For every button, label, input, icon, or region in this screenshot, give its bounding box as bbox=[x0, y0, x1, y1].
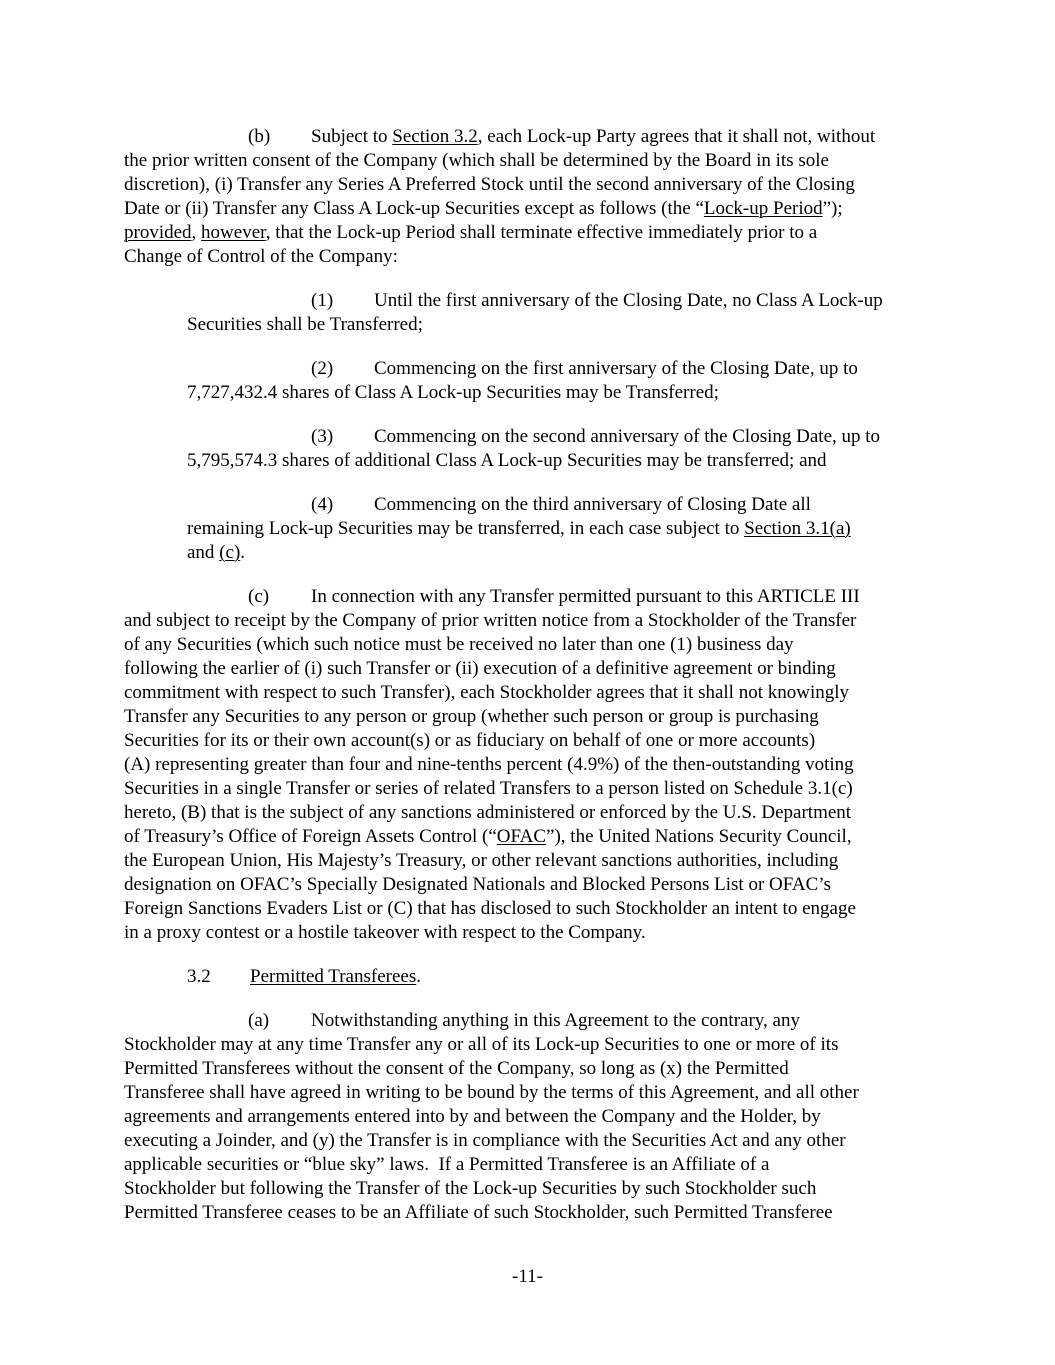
para-c-line-5: commitment with respect to such Transfer), each Stockholder agrees that it shall not knowingly bbox=[124, 682, 850, 703]
sub-4-line-2: remaining Lock-up Securities may be transferred, in each case subject to Section 3.1(a) bbox=[187, 518, 851, 539]
sub-2-marker: (2) bbox=[311, 358, 334, 379]
provided-term: provided bbox=[124, 222, 192, 243]
section-3-2-heading: 3.2 Permitted Transferees. bbox=[187, 966, 421, 987]
section-c-reference: (c) bbox=[219, 542, 241, 563]
section-number: 3.2 bbox=[187, 966, 211, 987]
section-3-2-reference: Section 3.2 bbox=[392, 126, 478, 147]
para-3-2-a-line-1: (a) Notwithstanding anything in this Agreement to the contrary, any bbox=[248, 1010, 800, 1031]
para-b-line-4: Date or (ii) Transfer any Class A Lock-up Securities except as follows (the “Lock-up Period”); bbox=[124, 198, 843, 219]
lock-up-period-term: Lock-up Period bbox=[703, 198, 823, 219]
section-title: Permitted Transferees bbox=[250, 966, 417, 987]
sub-2-line-1: (2) Commencing on the first anniversary of the Closing Date, up to bbox=[311, 358, 858, 379]
para-3-2-a-line-8: Stockholder but following the Transfer of the Lock-up Securities by such Stockholder such bbox=[124, 1178, 817, 1199]
para-c-line-13: designation on OFAC’s Specially Designated Nationals and Blocked Persons List or OFAC’s bbox=[124, 874, 831, 895]
sub-4-line-3: and (c). bbox=[187, 542, 246, 563]
para-c-line-4: following the earlier of (i) such Transfer or (ii) execution of a definitive agreement or binding bbox=[124, 658, 836, 679]
sub-1-marker: (1) bbox=[311, 290, 334, 311]
para-c-line-2: and subject to receipt by the Company of prior written notice from a Stockholder of the Transfer bbox=[124, 610, 857, 631]
sub-4-marker: (4) bbox=[311, 494, 334, 515]
para-3-2-a-line-9: Permitted Transferee ceases to be an Affiliate of such Stockholder, such Permitted Transferee bbox=[124, 1202, 833, 1223]
para-c-line-7: Securities for its or their own account(s) or as fiduciary on behalf of one or more accounts) bbox=[124, 730, 816, 751]
para-b-marker: (b) bbox=[248, 126, 271, 147]
para-c-line-12: the European Union, His Majesty’s Treasury, or other relevant sanctions authorities, including bbox=[124, 850, 839, 871]
para-3-2-a-line-2: Stockholder may at any time Transfer any or all of its Lock-up Securities to one or more of its bbox=[124, 1034, 839, 1055]
sub-3-line-2: 5,795,574.3 shares of additional Class A Lock-up Securities may be transferred; and bbox=[187, 450, 827, 471]
however-term: however bbox=[201, 222, 266, 243]
para-3-2-a-line-6: executing a Joinder, and (y) the Transfer is in compliance with the Securities Act and any other bbox=[124, 1130, 846, 1151]
sub-4-line-1: (4) Commencing on the third anniversary of Closing Date all bbox=[311, 494, 811, 515]
para-3-2-a-line-4: Transferee shall have agreed in writing to be bound by the terms of this Agreement, and all other bbox=[124, 1082, 859, 1103]
para-c-marker: (c) bbox=[248, 586, 270, 607]
para-c-line-11: of Treasury’s Office of Foreign Assets Control (“OFAC”), the United Nations Security Council, bbox=[124, 826, 852, 847]
para-c-line-8: (A) representing greater than four and nine-tenths percent (4.9%) of the then-outstanding voting bbox=[124, 754, 854, 775]
para-b-line-1: (b) Subject to Section 3.2, each Lock-up Party agrees that it shall not, without bbox=[248, 126, 876, 147]
section-3-1a-reference: Section 3.1(a) bbox=[744, 518, 851, 539]
para-b-line-6: Change of Control of the Company: bbox=[124, 246, 398, 267]
para-3-2-a-marker: (a) bbox=[248, 1010, 270, 1031]
para-c-line-6: Transfer any Securities to any person or group (whether such person or group is purchasing bbox=[124, 706, 819, 727]
para-3-2-a-line-7: applicable securities or “blue sky” laws. If a Permitted Transferee is an Affiliate of a bbox=[124, 1154, 770, 1175]
sub-1-line-2: Securities shall be Transferred; bbox=[187, 314, 423, 335]
para-b-line-3: discretion), (i) Transfer any Series A Preferred Stock until the second anniversary of the Closing bbox=[124, 174, 855, 195]
para-c-line-10: hereto, (B) that is the subject of any sanctions administered or enforced by the U.S. Department bbox=[124, 802, 852, 823]
para-b-line-2: the prior written consent of the Company (which shall be determined by the Board in its sole bbox=[124, 150, 829, 171]
para-3-2-a-line-3: Permitted Transferees without the consent of the Company, so long as (x) the Permitted bbox=[124, 1058, 789, 1079]
sub-3-line-1: (3) Commencing on the second anniversary of the Closing Date, up to bbox=[311, 426, 881, 447]
sub-3-marker: (3) bbox=[311, 426, 334, 447]
para-c-line-1: (c) In connection with any Transfer permitted pursuant to this ARTICLE III bbox=[248, 586, 860, 607]
para-c-line-9: Securities in a single Transfer or series of related Transfers to a person listed on Schedule 3.1(c) bbox=[124, 778, 853, 799]
sub-2-line-2: 7,727,432.4 shares of Class A Lock-up Securities may be Transferred; bbox=[187, 382, 719, 403]
para-c-line-15: in a proxy contest or a hostile takeover with respect to the Company. bbox=[124, 922, 646, 943]
page-number: -11- bbox=[512, 1266, 543, 1287]
para-c-line-3: of any Securities (which such notice must be received no later than one (1) business day bbox=[124, 634, 794, 655]
sub-1-line-1: (1) Until the first anniversary of the Closing Date, no Class A Lock-up bbox=[311, 290, 883, 311]
para-3-2-a-line-5: agreements and arrangements entered into by and between the Company and the Holder, by bbox=[124, 1106, 821, 1127]
para-b-line-5: provided, however, that the Lock-up Period shall terminate effective immediately prior to a bbox=[124, 222, 818, 243]
ofac-term: OFAC bbox=[496, 826, 547, 847]
para-c-line-14: Foreign Sanctions Evaders List or (C) that has disclosed to such Stockholder an intent to engage bbox=[124, 898, 856, 919]
